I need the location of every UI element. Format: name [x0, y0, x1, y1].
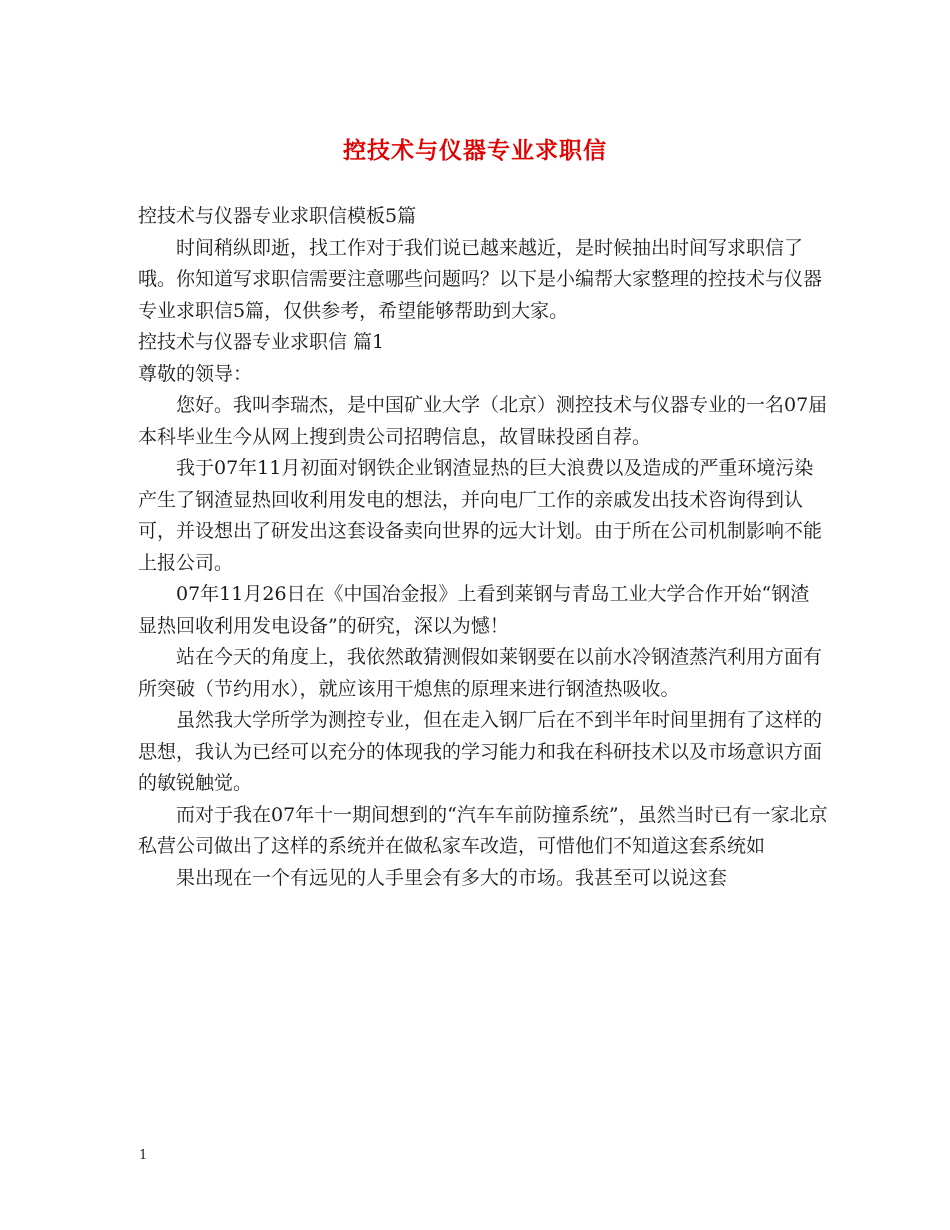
- page-number: 1: [139, 1148, 148, 1163]
- section-heading: 控技术与仪器专业求职信 篇1: [138, 331, 385, 353]
- intro-paragraph: 时间稍纵即逝，找工作对于我们说已越来越近，是时候抽出时间写求职信了哦。你知道写求职信需要注意哪些问题吗？以下是小编帮大家整理的控技术与仪器专业求职信5篇，仅供参考，希望能够帮助到大家。: [138, 236, 823, 322]
- body-paragraph: 而对于我在07年十一期间想到的“汽车车前防撞系统”，虽然当时已有一家北京私营公司做出了这样的系统并在做私家车改造，可惜他们不知道这套系统如: [138, 803, 828, 857]
- body-paragraph: 07年11月26日在《中国冶金报》上看到莱钢与青岛工业大学合作开始“钢渣显热回收利用发电设备”的研究，深以为憾！: [138, 583, 810, 637]
- body-paragraph: 虽然我大学所学为测控专业，但在走入钢厂后在不到半年时间里拥有了这样的思想，我认为已经可以充分的体现我的学习能力和我在科研技术以及市场意识方面的敏锐触觉。: [138, 709, 823, 794]
- document-title: 控技术与仪器专业求职信: [343, 137, 607, 164]
- body-paragraph: 站在今天的角度上，我依然敢猜测假如莱钢要在以前水冷钢渣蒸汽利用方面有所突破（节约用水），就应该用干熄焦的原理来进行钢渣热吸收。: [138, 646, 823, 700]
- body-paragraph: 我于07年11月初面对钢铁企业钢渣显热的巨大浪费以及造成的严重环境污染产生了钢渣显热回收利用发电的想法，并向电厂工作的亲戚发出技术咨询得到认可，并设想出了研发出这套设备卖向世界的远大计划。由于所在公司机制影响不能上报公司。: [138, 457, 823, 574]
- body-paragraph: 果出现在一个有远见的人手里会有多大的市场。我甚至可以说这套: [176, 866, 728, 889]
- subtitle-line: 控技术与仪器专业求职信模板5篇: [138, 205, 417, 227]
- salutation: 尊敬的领导：: [138, 362, 253, 385]
- body-paragraph: 您好。我叫李瑞杰，是中国矿业大学（北京）测控技术与仪器专业的一名07届本科毕业生今从网上搜到贵公司招聘信息，故冒昧投函自荐。: [138, 394, 828, 448]
- document-body: [138, 201, 828, 894]
